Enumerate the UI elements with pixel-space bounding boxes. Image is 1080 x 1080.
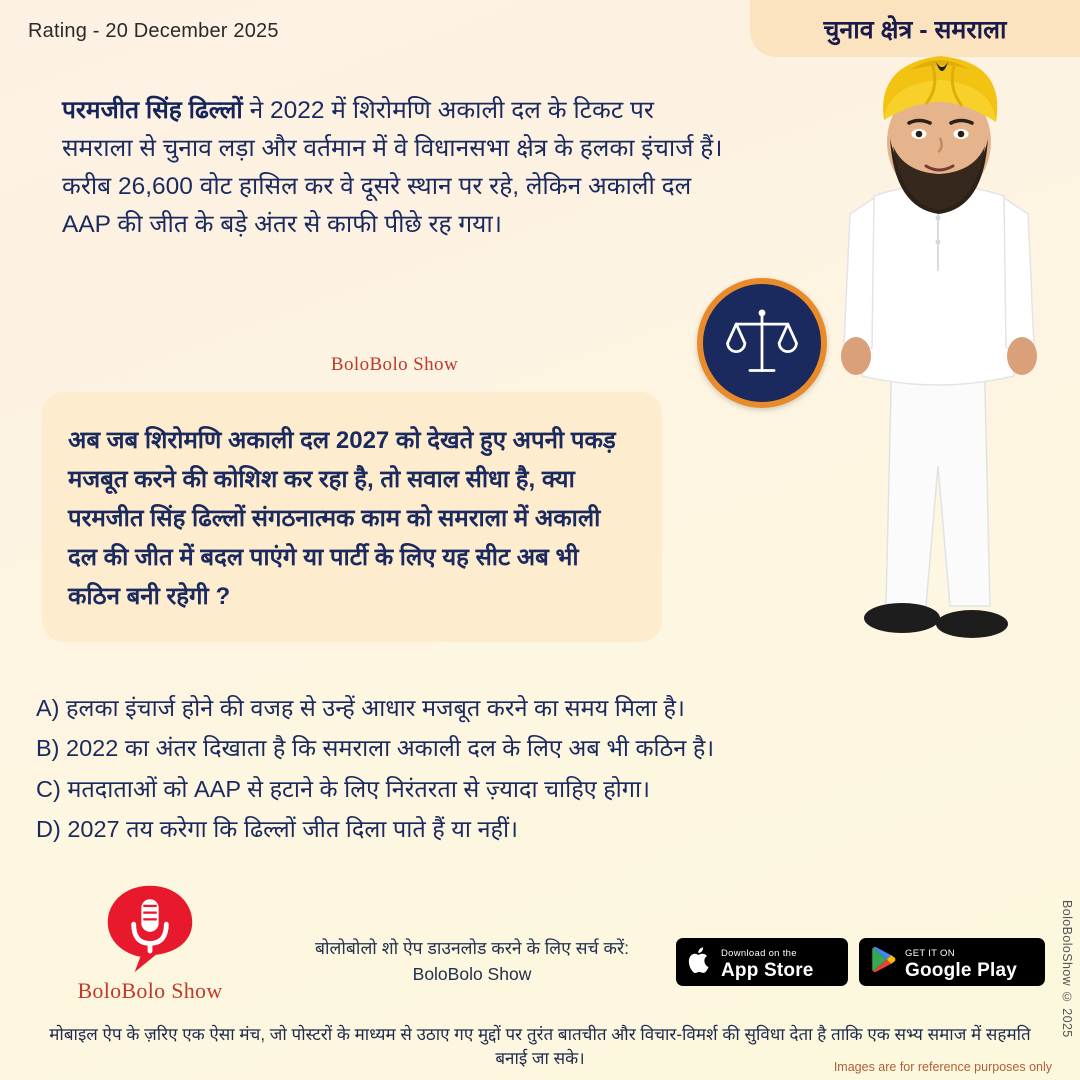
app-store-sub-label: Download on the — [721, 948, 797, 959]
google-play-icon — [871, 946, 896, 978]
option-d[interactable]: D) 2027 तय करेगा कि ढिल्लों जीत दिला पाते हैं या नहीं। — [36, 816, 519, 843]
google-play-main-label: Google Play — [905, 960, 1018, 981]
option-b[interactable]: B) 2022 का अंतर दिखाता है कि समराला अकाली दल के लिए अब भी कठिन है। — [36, 735, 715, 762]
download-instruction — [282, 935, 662, 988]
question-box — [42, 392, 662, 642]
google-play-sub-label: GET IT ON — [905, 948, 955, 959]
intro-body: ने 2022 में शिरोमणि अकाली दल के टिकट पर समराला से चुनाव लड़ा और वर्तमान में वे विधानसभा क्षेत्र के हलका इंचार्ज हैं। करीब 26,600 वोट हासिल कर वे दूसरे स्थान पर रहे, लेकिन अकाली दल AAP की जीत के बड़े अंतर से काफी पीछे रह गया। — [62, 97, 723, 238]
intro-block — [62, 92, 727, 244]
options-list — [36, 688, 1036, 850]
reference-note: Images are for reference purposes only — [833, 1060, 1052, 1074]
candidate-name: परमजीत सिंह ढिल्लों — [62, 97, 243, 124]
app-store-main-label: App Store — [721, 960, 814, 981]
watermark-brand: BoloBolo Show — [330, 354, 459, 375]
candidate-illustration — [814, 46, 1064, 666]
copyright-label: BoloBoloShow © 2025 — [1060, 900, 1074, 1038]
option-a[interactable]: A) हलका इंचार्ज होने की वजह से उन्हें आधार मजबूत करने का समय मिला है। — [36, 695, 685, 721]
option-c[interactable]: C) मतदाताओं को AAP से हटाने के लिए निरंतरता से ज़्यादा चाहिए होगा। — [36, 775, 650, 802]
google-play-button[interactable] — [859, 938, 1045, 986]
scales-of-justice-icon — [697, 278, 827, 408]
download-instruction-line2: BoloBolo Show — [412, 964, 532, 985]
apple-logo-icon — [688, 946, 712, 979]
app-store-button[interactable] — [676, 938, 848, 986]
footer-logo — [60, 880, 240, 1004]
footer-brand-label: BoloBolo Show — [77, 978, 223, 1003]
store-badges — [676, 938, 1045, 986]
rating-date-label: Rating - 20 December 2025 — [28, 20, 279, 42]
question-text: अब जब शिरोमणि अकाली दल 2027 को देखते हुए अपनी पकड़ मजबूत करने की कोशिश कर रहा है, तो सवाल सीधा है, क्या परमजीत सिंह ढिल्लों संगठनात्मक काम को समराला में अकाली दल की जीत में बदल पाएंगे या पार्टी के लिए यह सीट अब भी कठिन बनी रहेगी ? — [68, 427, 616, 610]
intro-paragraph — [62, 92, 727, 244]
microphone-icon — [102, 880, 198, 976]
download-instruction-line1: बोलोबोलो शो ऐप डाउनलोड करने के लिए सर्च करें: — [315, 938, 629, 958]
disclaimer-text: मोबाइल ऐप के ज़रिए एक ऐसा मंच, जो पोस्टरों के माध्यम से उठाए गए मुद्दों पर तुरंत बातचीत और विचार-विमर्श की सुविधा देता है ताकि एक सभ्य समाज में सहमति बनाई जा सके। — [49, 1024, 1031, 1069]
constituency-label: चुनाव क्षेत्र - समराला — [823, 15, 1007, 44]
